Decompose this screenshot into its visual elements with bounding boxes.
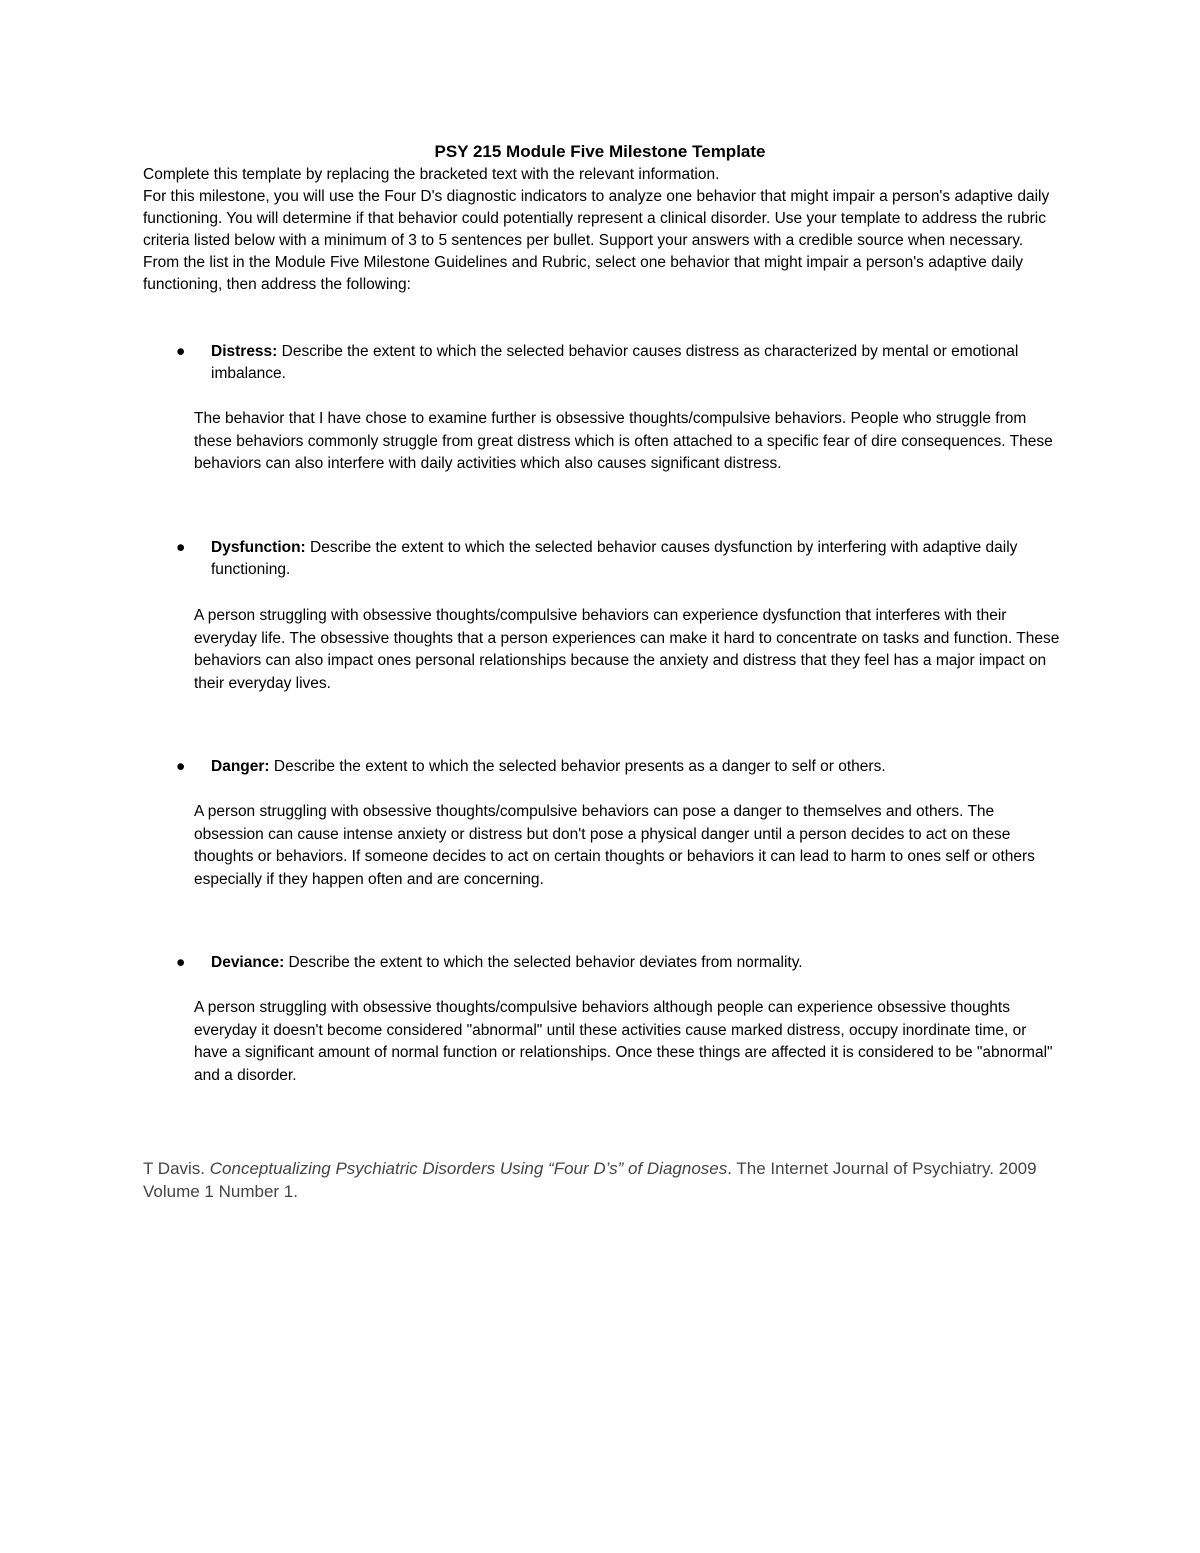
- section-prompt-text: Describe the extent to which the selected behavior deviates from normality.: [288, 954, 803, 971]
- intro-block: [143, 164, 1063, 296]
- bullet-icon: ●: [176, 343, 186, 360]
- section-prompt-text: Describe the extent to which the selected behavior presents as a danger to self or others.: [273, 758, 886, 775]
- section-prompt-text: Describe the extent to which the selected behavior causes dysfunction by interfering with adaptive daily functioning.: [211, 539, 1018, 578]
- bullet-icon: ●: [176, 758, 186, 775]
- section-term: Deviance:: [211, 954, 285, 971]
- document-title: PSY 215 Module Five Milestone Template: [434, 142, 766, 161]
- section-term: Distress:: [211, 343, 278, 360]
- intro-selection-instruction: From the list in the Module Five Milestone Guidelines and Rubric, select one behavior that might impair a person's adaptive daily functioning, then address the following:: [143, 254, 1024, 293]
- citation-source: . The Internet Journal of Psychiatry. 2009 Volume 1 Number 1.: [143, 1159, 1037, 1201]
- citation: [143, 1157, 1063, 1203]
- section-prompt: [211, 341, 1041, 385]
- section-answer: The behavior that I have chose to examine further is obsessive thoughts/compulsive behaviors. People who struggle from these behaviors commonly struggle from great distress which is often attached to a specific fear of dire consequences. These behaviors can also interfere with daily activities which also causes significant distress.: [194, 410, 1053, 472]
- section-prompt: [211, 756, 1041, 778]
- citation-work-title: Conceptualizing Psychiatric Disorders Using “Four D’s” of Diagnoses: [209, 1159, 728, 1178]
- citation-author: T Davis.: [143, 1159, 206, 1178]
- intro-milestone-description: For this milestone, you will use the Four D's diagnostic indicators to analyze one behavior that might impair a person's adaptive daily functioning. You will determine if that behavior could potentially represent a clinical disorder. Use your template to address the rubric criteria listed below with a minimum of 3 to 5 sentences per bullet. Support your answers with a credible source when necessary.: [143, 188, 1050, 249]
- section-prompt: [211, 952, 1041, 974]
- section-prompt-text: Describe the extent to which the selected behavior causes distress as characterized by mental or emotional imbalance.: [211, 343, 1019, 382]
- section-answer: A person struggling with obsessive thoughts/compulsive behaviors can experience dysfunction that interferes with their everyday life. The obsessive thoughts that a person experiences can make it hard to concentrate on tasks and function. These behaviors can also impact ones personal relationships because the anxiety and distress that they feel has a major impact on their everyday lives.: [194, 607, 1060, 692]
- section-answer: A person struggling with obsessive thoughts/compulsive behaviors although people can experience obsessive thoughts everyday it doesn't become considered "abnormal" until these activities cause marked distress, occupy inordinate time, or have a significant amount of normal function or relationships. Once these things are affected it is considered to be "abnormal" and a disorder.: [194, 999, 1053, 1084]
- section-prompt: [211, 537, 1041, 581]
- intro-instruction: Complete this template by replacing the bracketed text with the relevant information.: [143, 166, 720, 183]
- section-term: Dysfunction:: [211, 539, 306, 556]
- section-term: Danger:: [211, 758, 270, 775]
- section-answer: A person struggling with obsessive thoughts/compulsive behaviors can pose a danger to themselves and others. The obsession can cause intense anxiety or distress but don't pose a physical danger until a person decides to act on these thoughts or behaviors. If someone decides to act on certain thoughts or behaviors it can lead to harm to ones self or others especially if they happen often and are concerning.: [194, 803, 1035, 888]
- bullet-icon: ●: [176, 539, 186, 556]
- bullet-icon: ●: [176, 954, 186, 971]
